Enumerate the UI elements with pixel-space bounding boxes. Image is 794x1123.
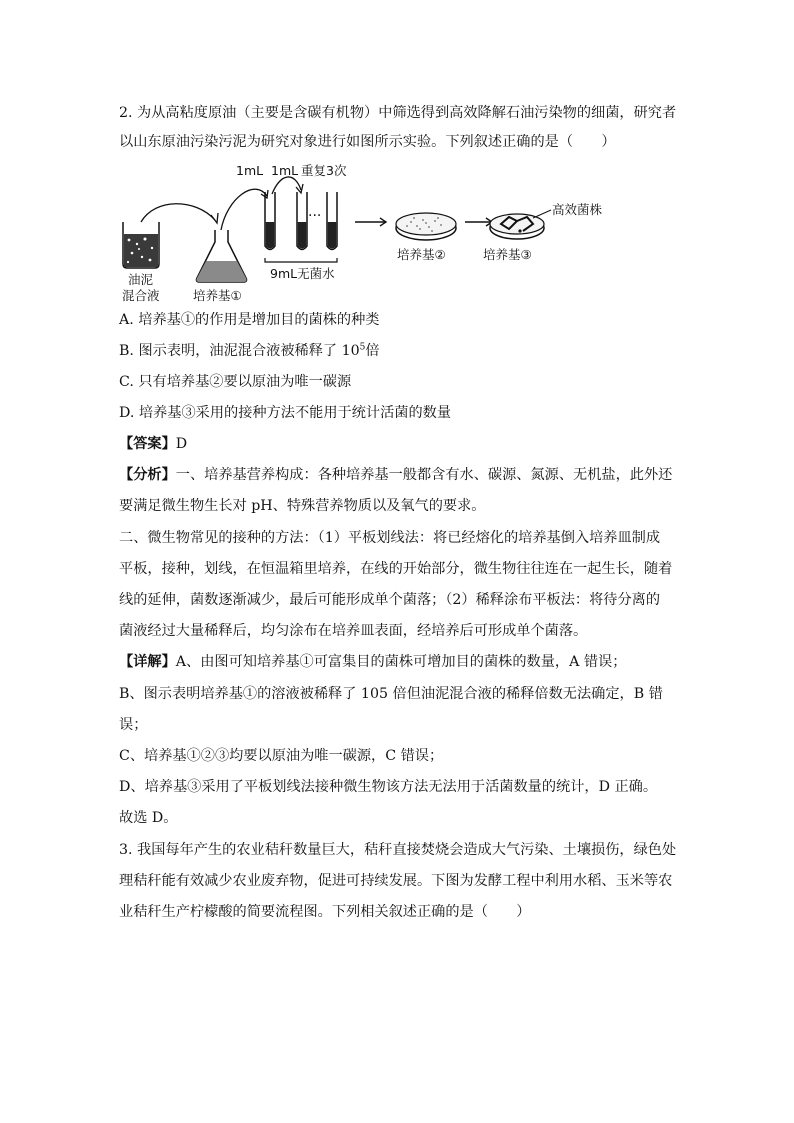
- petri-dish-medium3: [490, 214, 544, 239]
- q3-line-3: 业秸秆生产柠檬酸的简要流程图。下列相关叙述正确的是（ ）: [119, 904, 531, 920]
- experiment-figure: [115, 160, 655, 305]
- answer-line: [119, 434, 187, 454]
- option-c: C. 只有培养基②要以原油为唯一碳源: [119, 374, 352, 390]
- label-beaker-line2: 混合液: [122, 288, 160, 303]
- ellipsis-dots: ···: [308, 208, 322, 224]
- analysis-text-1: 一、培养基营养构成：各种培养基一般都含有水、碳源、氮源、无机盐，此外还: [175, 467, 673, 483]
- option-a: A. 培养基①的作用是增加目的菌株的种类: [119, 312, 380, 328]
- transfer-arrow-2: [221, 189, 267, 230]
- test-tube-2: [297, 192, 307, 250]
- q3-line-1: 3. 我国每年产生的农业秸秆数量巨大，秸秆直接焚烧会造成大气污染、土壤损伤，绿色处: [119, 842, 677, 858]
- option-b: [119, 341, 380, 361]
- strain-pointer-line: [533, 210, 551, 218]
- analysis-line-5: 线的延伸，菌数逐渐减少，最后可能形成单个菌落；（2）稀释涂布平板法：将待分离的: [119, 592, 661, 608]
- detail-line-c: C、培养基①②③均要以原油为唯一碳源，C 错误；: [119, 748, 444, 764]
- q2-stem-line-1: 2. 为从高粘度原油（主要是含碳有机物）中筛选得到高效降解石油污染物的细菌，研究者: [119, 105, 677, 121]
- conclusion-line: 故选 D。: [119, 810, 178, 826]
- analysis-line-1: [119, 465, 672, 485]
- analysis-label: 【分析】: [119, 467, 176, 483]
- label-1ml-second: 1mL: [271, 163, 299, 178]
- answer-value: D: [175, 436, 188, 452]
- answer-label: 【答案】: [119, 436, 176, 452]
- test-tube-3: [327, 192, 337, 250]
- option-b-exponent: 5: [359, 342, 366, 353]
- analysis-line-2: 要满足微生物生长对 pH、特殊营养物质以及氧气的要求。: [119, 498, 486, 514]
- analysis-line-6: 菌液经过大量稀释后，均匀涂布在培养皿表面，经培养后可形成单个菌落。: [119, 623, 588, 639]
- test-tube-1: [265, 192, 275, 250]
- label-medium1: 培养基①: [193, 288, 242, 303]
- flask-icon: [196, 230, 246, 282]
- label-repeat-3: 重复3次: [301, 163, 347, 178]
- option-b-suffix: 倍: [365, 343, 380, 359]
- analysis-line-4: 平板，接种，划线，在恒温箱里培养，在线的开始部分，微生物往往连在一起生长，随着: [119, 561, 673, 577]
- beaker-icon: [123, 222, 159, 268]
- label-medium3: 培养基③: [483, 247, 532, 262]
- label-beaker-line1: 油泥: [128, 272, 154, 287]
- tubes-bracket: [265, 258, 337, 262]
- option-b-text: B. 图示表明，油泥混合液被稀释了 10: [119, 343, 360, 359]
- q2-stem-line-2: 以山东原油污染污泥为研究对象进行如图所示实验。下列叙述正确的是（ ）: [119, 134, 616, 150]
- label-sterile-water: 9mL无菌水: [270, 266, 335, 281]
- detail-label: 【详解】: [119, 654, 176, 670]
- detail-line-a: [119, 652, 626, 672]
- detail-text-a: A、由图可知培养基①可富集目的菌株可增加目的菌株的数量，A 错误；: [175, 654, 627, 670]
- transfer-arrow-1: [141, 204, 215, 222]
- label-high-efficiency-strain: 高效菌株: [552, 202, 603, 217]
- label-1ml-first: 1mL: [236, 163, 264, 178]
- detail-line-d: D、培养基③采用了平板划线法接种微生物该方法无法用于活菌数量的统计，D 正确。: [119, 779, 658, 795]
- petri-dish-medium2: [396, 213, 456, 240]
- option-d: D. 培养基③采用的接种方法不能用于统计活菌的数量: [119, 405, 452, 421]
- q3-line-2: 理秸秆能有效减少农业废弃物，促进可持续发展。下图为发酵工程中利用水稻、玉米等农: [119, 873, 673, 889]
- label-medium2: 培养基②: [397, 247, 446, 262]
- analysis-line-3: 二、微生物常见的接种的方法：（1）平板划线法：将已经熔化的培养基倒入培养皿制成: [119, 530, 661, 546]
- detail-line-b2: 误；: [119, 717, 148, 733]
- detail-line-b1: B、图示表明培养基①的溶液被稀释了 105 倍但油泥混合液的稀释倍数无法确定，B 错: [119, 686, 663, 702]
